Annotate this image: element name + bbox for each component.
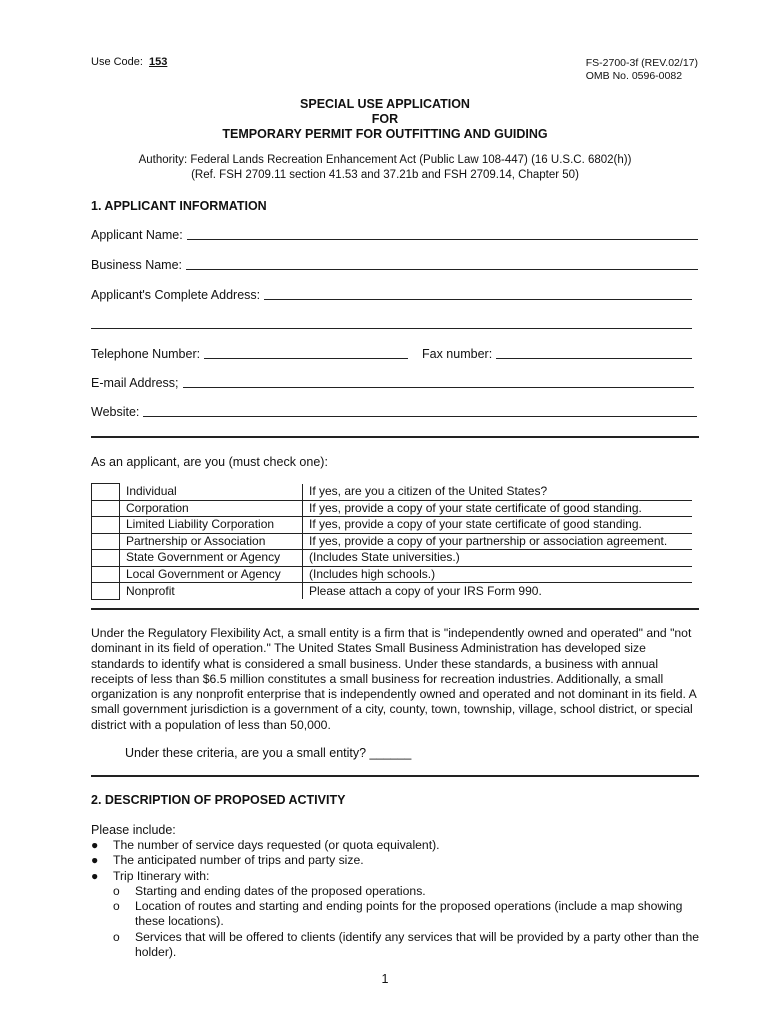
business-name-field[interactable] xyxy=(91,258,698,272)
checkbox-corporation[interactable] xyxy=(92,500,120,517)
website-line[interactable] xyxy=(143,406,697,417)
type-note: If yes, provide a copy of your state certificate of good standing. xyxy=(303,500,693,517)
bullet-icon: ● xyxy=(91,838,99,852)
omb-number: OMB No. 0596-0082 xyxy=(585,70,683,82)
type-label: Partnership or Association xyxy=(120,533,303,550)
sub-list-item-text: Location of routes and starting and ending points for the proposed operations (include a map showing these locations). xyxy=(135,899,683,929)
telephone-line[interactable] xyxy=(204,348,408,359)
fax-field[interactable] xyxy=(422,347,692,361)
type-row xyxy=(92,533,693,550)
section-1-heading: 1. APPLICANT INFORMATION xyxy=(91,199,267,213)
title-line-1: SPECIAL USE APPLICATION xyxy=(300,97,470,111)
telephone-label: Telephone Number: xyxy=(91,347,201,361)
email-field[interactable] xyxy=(91,376,694,390)
address-line-2[interactable] xyxy=(91,318,692,329)
regulatory-flexibility-paragraph: Under the Regulatory Flexibility Act, a small entity is a firm that is "independently owned and operated" and "not dominant in its field of operation." The United States Small Business Administration has developed size standards to identify what is considered a small business. Under these standards, a business with annual receipts of less than $6.5 million constitutes a small business for recreation industries. Additionally, a small organization is any nonprofit enterprise that is independently owned and operated and not dominant in its field. A small government jurisdiction is a government of a city, county, town, township, village, school district, or special district with a population of less than 50,000. xyxy=(91,626,697,732)
fax-label: Fax number: xyxy=(422,347,493,361)
use-code-label: Use Code: xyxy=(91,56,143,68)
type-label: Local Government or Agency xyxy=(120,566,303,583)
sub-list-item xyxy=(113,930,701,961)
list-item-text: The anticipated number of trips and party size. xyxy=(113,853,364,868)
sub-bullet-icon: o xyxy=(113,929,120,944)
authority-text xyxy=(0,153,770,183)
type-label: Individual xyxy=(120,484,303,501)
checkbox-nonprofit[interactable] xyxy=(92,583,120,600)
bullet-icon: ● xyxy=(91,853,99,868)
telephone-field[interactable] xyxy=(91,347,408,361)
list-item xyxy=(91,838,701,853)
checkbox-state-government[interactable] xyxy=(92,550,120,567)
type-label: Limited Liability Corporation xyxy=(120,517,303,534)
type-row xyxy=(92,517,693,534)
divider-1 xyxy=(91,436,699,438)
address-label: Applicant's Complete Address: xyxy=(91,288,261,302)
form-number: FS-2700-3f (REV.02/17) xyxy=(585,57,698,69)
sub-list-item xyxy=(113,884,701,899)
type-row xyxy=(92,500,693,517)
sub-bullet-icon: o xyxy=(113,883,120,898)
small-entity-question[interactable]: Under these criteria, are you a small entity? ______ xyxy=(125,746,412,760)
sub-bullet-icon: o xyxy=(113,899,120,914)
applicant-type-question: As an applicant, are you (must check one): xyxy=(91,455,328,469)
itinerary-sublist xyxy=(113,884,701,960)
applicant-name-label: Applicant Name: xyxy=(91,228,183,242)
checkbox-llc[interactable] xyxy=(92,517,120,534)
type-note: (Includes high schools.) xyxy=(303,566,693,583)
type-label: Nonprofit xyxy=(126,583,175,598)
type-note: If yes, provide a copy of your state certificate of good standing. xyxy=(303,517,693,534)
type-note: If yes, provide a copy of your partnership or association agreement. xyxy=(303,533,693,550)
type-label: State Government or Agency xyxy=(120,550,303,567)
bullet-icon: ● xyxy=(91,868,99,883)
list-item-text: The number of service days requested (or quota equivalent). xyxy=(113,838,440,852)
fax-line[interactable] xyxy=(496,348,692,359)
use-code xyxy=(91,56,167,68)
email-line[interactable] xyxy=(183,377,694,388)
divider-2 xyxy=(91,608,699,610)
type-row xyxy=(92,484,693,501)
email-label: E-mail Address; xyxy=(91,376,179,390)
business-name-line[interactable] xyxy=(186,259,698,270)
checkbox-individual[interactable] xyxy=(92,484,120,501)
list-item xyxy=(91,853,701,868)
applicant-name-line[interactable] xyxy=(187,229,698,240)
business-name-label: Business Name: xyxy=(91,258,183,272)
checkbox-local-government[interactable] xyxy=(92,566,120,583)
divider-3 xyxy=(91,775,699,777)
address-line-1[interactable] xyxy=(264,289,692,300)
type-note: If yes, are you a citizen of the United States? xyxy=(303,484,693,501)
list-item xyxy=(91,869,701,961)
website-label: Website: xyxy=(91,405,140,419)
section-2-heading: 2. DESCRIPTION OF PROPOSED ACTIVITY xyxy=(91,793,346,807)
sub-list-item xyxy=(113,899,701,930)
form-identifiers xyxy=(586,57,698,83)
sub-list-item-text: Starting and ending dates of the proposed operations. xyxy=(135,883,426,898)
list-item-text: Trip Itinerary with: xyxy=(113,868,210,883)
please-include-label: Please include: xyxy=(91,823,176,837)
type-label: Corporation xyxy=(120,500,303,517)
activity-requirements-list xyxy=(91,838,701,960)
use-code-value: 153 xyxy=(148,56,168,68)
sub-list-item-text: Services that will be offered to clients (identify any services that will be provided by a party other than the holder). xyxy=(135,929,700,960)
form-title xyxy=(0,97,770,142)
checkbox-partnership[interactable] xyxy=(92,533,120,550)
type-row xyxy=(92,566,693,583)
type-row xyxy=(92,550,693,567)
website-field[interactable] xyxy=(91,405,697,419)
page-number: 1 xyxy=(381,972,389,986)
applicant-type-table xyxy=(91,483,692,600)
authority-line-2: (Ref. FSH 2709.11 section 41.53 and 37.21b and FSH 2709.14, Chapter 50) xyxy=(191,169,579,181)
title-line-2: FOR xyxy=(371,112,399,126)
type-note: (Includes State universities.) xyxy=(303,550,693,567)
address-field[interactable] xyxy=(91,288,692,302)
address-field-continued[interactable] xyxy=(91,318,692,331)
title-line-3: TEMPORARY PERMIT FOR OUTFITTING AND GUIDING xyxy=(222,127,548,141)
type-row xyxy=(92,583,693,600)
applicant-name-field[interactable] xyxy=(91,228,698,242)
authority-line-1: Authority: Federal Lands Recreation Enhancement Act (Public Law 108-447) (16 U.S.C. 6802(h)) xyxy=(138,154,632,166)
type-note: Please attach a copy of your IRS Form 990. xyxy=(303,583,693,600)
